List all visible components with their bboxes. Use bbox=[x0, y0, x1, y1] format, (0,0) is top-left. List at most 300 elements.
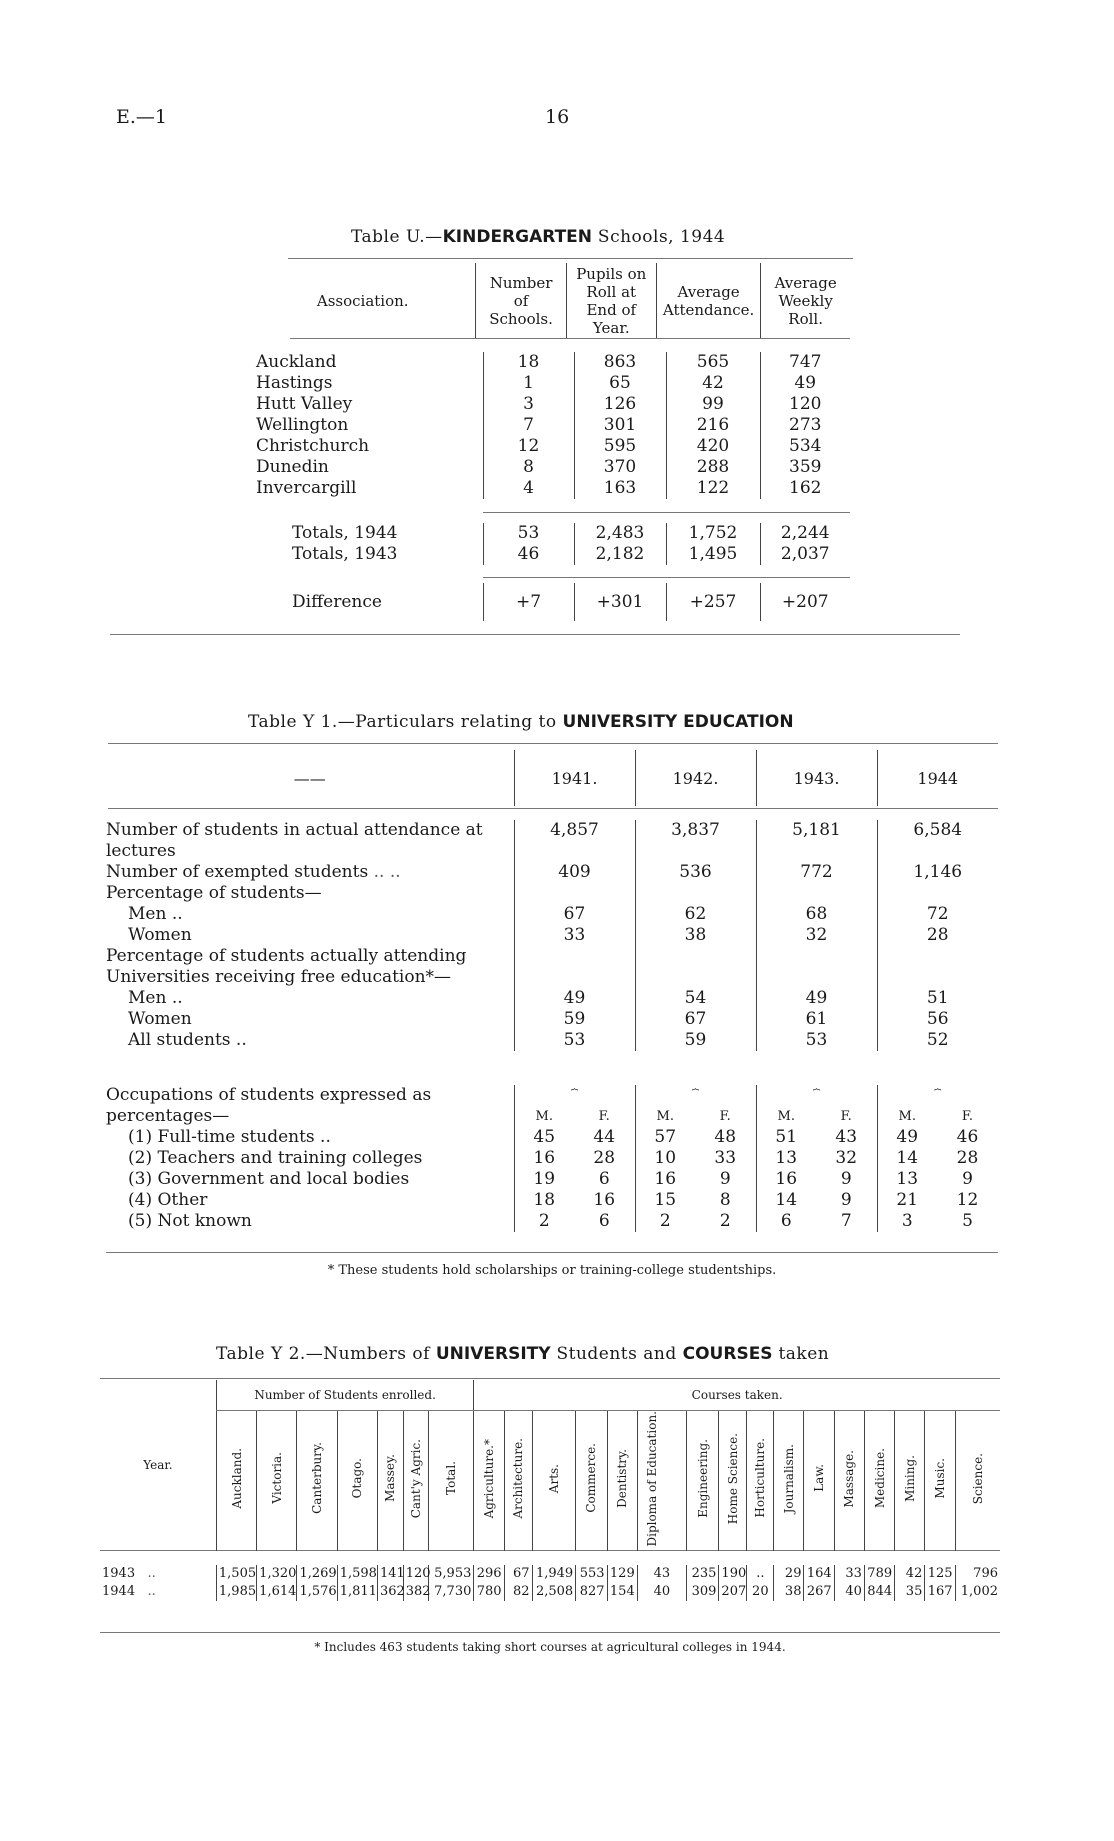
cell: 21 bbox=[877, 1190, 937, 1211]
leader-dots: .. bbox=[147, 1583, 156, 1599]
cell: 99 bbox=[666, 394, 760, 415]
col-label: Arts. bbox=[546, 1463, 561, 1493]
cell: 362 bbox=[378, 1583, 404, 1601]
col-label: Commerce. bbox=[584, 1443, 599, 1514]
cell: 8 bbox=[719, 1190, 731, 1210]
cell: 370 bbox=[574, 457, 666, 478]
cell: 2,483 bbox=[574, 523, 666, 544]
mf-header: F. bbox=[961, 1109, 974, 1124]
cell bbox=[877, 946, 998, 988]
table-row bbox=[250, 544, 850, 565]
cell: +7 bbox=[483, 583, 574, 621]
col-header-engineering bbox=[686, 1410, 718, 1551]
col-label: Dentistry. bbox=[615, 1448, 630, 1508]
cell: 68 bbox=[756, 904, 877, 925]
cell: 59 bbox=[514, 1009, 635, 1030]
row-label: Wellington bbox=[256, 415, 349, 435]
col-label: Science. bbox=[970, 1452, 985, 1504]
cell: 9 bbox=[719, 1169, 731, 1189]
cell: 772 bbox=[756, 862, 877, 883]
col-header-dentistry bbox=[607, 1410, 637, 1551]
row-label: Percentage of students actually attending Universities receiving free education*— bbox=[106, 946, 467, 987]
cell: 38 bbox=[635, 925, 756, 946]
cell: 72 bbox=[877, 904, 998, 925]
cell: 190 bbox=[719, 1565, 747, 1583]
table-row bbox=[106, 904, 998, 925]
mf-header: M. bbox=[756, 1106, 816, 1127]
row-label: Men .. bbox=[128, 988, 183, 1008]
col-header-commerce bbox=[576, 1410, 607, 1551]
col-label: Home Science. bbox=[725, 1432, 740, 1524]
cell: 3,837 bbox=[635, 820, 756, 862]
cell: 42 bbox=[895, 1565, 925, 1583]
cell: 2,508 bbox=[532, 1583, 576, 1601]
col-header-home-science bbox=[719, 1410, 747, 1551]
cell: 13 bbox=[756, 1148, 816, 1169]
table-row bbox=[106, 820, 998, 862]
cell: 16 bbox=[593, 1190, 616, 1210]
cell: 216 bbox=[666, 415, 760, 436]
cell: 125 bbox=[925, 1565, 955, 1583]
cell bbox=[635, 883, 756, 904]
table-row bbox=[106, 1030, 998, 1051]
col-label: Journalism. bbox=[781, 1443, 796, 1513]
group-header-courses: Courses taken. bbox=[474, 1380, 1000, 1410]
leader-dots: .. bbox=[147, 1565, 156, 1581]
row-label: Percentage of students— bbox=[106, 883, 322, 903]
table-row bbox=[106, 1169, 998, 1190]
col-header-association: Association. bbox=[316, 292, 409, 310]
cell: 13 bbox=[877, 1169, 937, 1190]
cell: 536 bbox=[635, 862, 756, 883]
col-header-science bbox=[955, 1410, 1000, 1551]
cell: 1,146 bbox=[877, 862, 998, 883]
table-y2 bbox=[100, 1380, 1000, 1601]
col-label: Mining. bbox=[902, 1454, 917, 1502]
cell: 6 bbox=[598, 1211, 610, 1231]
cell: 7,730 bbox=[429, 1583, 474, 1601]
cell: 796 bbox=[955, 1565, 1000, 1583]
cell: 382 bbox=[403, 1583, 429, 1601]
cell: 15 bbox=[635, 1190, 695, 1211]
cell bbox=[877, 883, 998, 904]
cell: 9 bbox=[840, 1169, 852, 1189]
cell: 863 bbox=[574, 352, 666, 373]
cell: 46 bbox=[483, 544, 574, 565]
cell: 18 bbox=[514, 1190, 574, 1211]
col-label: Massage. bbox=[842, 1449, 857, 1508]
table-row bbox=[250, 394, 850, 415]
col-header-diploma-education bbox=[637, 1410, 686, 1551]
cell: 553 bbox=[576, 1565, 607, 1583]
table-u-bottom-rule bbox=[110, 634, 960, 635]
table-u-header-row bbox=[250, 263, 850, 339]
row-label: Men .. bbox=[128, 904, 183, 924]
table-u-caption: Table U.—KINDERGARTEN Schools, 1944 bbox=[351, 227, 726, 247]
table-y2-footnote: * Includes 463 students taking short courses at agricultural colleges in 1944. bbox=[314, 1640, 786, 1654]
cell: 162 bbox=[760, 478, 850, 499]
cell: 7 bbox=[840, 1211, 852, 1231]
cell: 9 bbox=[840, 1190, 852, 1210]
cell: 120 bbox=[760, 394, 850, 415]
col-header-architecture bbox=[504, 1410, 532, 1551]
label-text: Number of exempted students bbox=[106, 862, 369, 882]
brace: ⏞ bbox=[756, 1085, 877, 1106]
row-label bbox=[100, 1583, 216, 1601]
cell: 129 bbox=[607, 1565, 637, 1583]
cell: 163 bbox=[574, 478, 666, 499]
row-label: Occupations of students expressed as percentages— bbox=[106, 1085, 432, 1126]
cell: 43 bbox=[835, 1127, 858, 1147]
mf-header: F. bbox=[598, 1109, 610, 1124]
table-y2-col-row bbox=[100, 1410, 1000, 1551]
cell: 359 bbox=[760, 457, 850, 478]
header-rule bbox=[100, 1551, 1000, 1565]
table-row bbox=[250, 583, 850, 621]
col-label: Victoria. bbox=[269, 1452, 284, 1505]
col-label: Medicine. bbox=[872, 1448, 887, 1509]
cell bbox=[635, 946, 756, 988]
row-label: Women bbox=[128, 925, 192, 945]
cell: 54 bbox=[635, 988, 756, 1009]
cell: 35 bbox=[895, 1583, 925, 1601]
cell: 273 bbox=[760, 415, 850, 436]
table-row bbox=[250, 415, 850, 436]
col-header-year: Year. bbox=[143, 1458, 173, 1472]
col-header-total bbox=[429, 1410, 474, 1551]
cell: 8 bbox=[483, 457, 574, 478]
cell: 65 bbox=[574, 373, 666, 394]
col-label: Auckland. bbox=[229, 1447, 244, 1509]
row-label: Hutt Valley bbox=[256, 394, 353, 414]
row-label: Difference bbox=[292, 592, 382, 612]
row-label: Totals, 1944 bbox=[292, 523, 398, 543]
leader-dots: .. .. bbox=[373, 862, 401, 882]
cell: 5,181 bbox=[756, 820, 877, 862]
cell: 5 bbox=[962, 1211, 973, 1231]
table-row bbox=[106, 1211, 998, 1232]
cell: 267 bbox=[804, 1583, 834, 1601]
cell: 33 bbox=[834, 1565, 864, 1583]
cell: 780 bbox=[474, 1583, 504, 1601]
col-label: Cant'y Agric. bbox=[409, 1438, 424, 1518]
table-row bbox=[250, 352, 850, 373]
cell: 207 bbox=[719, 1583, 747, 1601]
col-label: Otago. bbox=[350, 1458, 365, 1499]
cell: 49 bbox=[877, 1127, 937, 1148]
col-label: Engineering. bbox=[695, 1438, 710, 1518]
cell: 6 bbox=[598, 1169, 610, 1189]
col-header-otago bbox=[337, 1410, 377, 1551]
col-header-law bbox=[804, 1410, 834, 1551]
cell: 45 bbox=[514, 1127, 574, 1148]
cell: 1,495 bbox=[666, 544, 760, 565]
cell: 82 bbox=[504, 1583, 532, 1601]
col-header-pupils: Pupils on Roll at End of Year. bbox=[566, 263, 656, 339]
cell: 6,584 bbox=[877, 820, 998, 862]
table-row bbox=[106, 925, 998, 946]
cell: 49 bbox=[760, 373, 850, 394]
cell: 2,182 bbox=[574, 544, 666, 565]
cell: 7 bbox=[483, 415, 574, 436]
cell: +207 bbox=[760, 583, 850, 621]
cell: 1,949 bbox=[532, 1565, 576, 1583]
cell: 2 bbox=[514, 1211, 574, 1232]
col-header-attendance: Average Attendance. bbox=[656, 263, 760, 339]
cell: 67 bbox=[514, 904, 635, 925]
cell: 154 bbox=[607, 1583, 637, 1601]
cell: 19 bbox=[514, 1169, 574, 1190]
table-y2-top-rule bbox=[100, 1378, 1000, 1379]
cell: 2 bbox=[635, 1211, 695, 1232]
row-label: Women bbox=[128, 1009, 192, 1029]
col-header-mining bbox=[895, 1410, 925, 1551]
cell: 53 bbox=[483, 523, 574, 544]
year-text: 1943 bbox=[102, 1565, 136, 1581]
cell: 141 bbox=[378, 1565, 404, 1583]
cell: 46 bbox=[956, 1127, 979, 1147]
table-row bbox=[100, 1565, 1000, 1583]
cell: 18 bbox=[483, 352, 574, 373]
table-u bbox=[250, 263, 850, 339]
table-y1-header-rule bbox=[108, 808, 998, 809]
cell: 747 bbox=[760, 352, 850, 373]
cell: 1,985 bbox=[216, 1583, 256, 1601]
col-header-victoria bbox=[257, 1410, 297, 1551]
brace: ⏞ bbox=[877, 1085, 998, 1106]
table-u-body bbox=[250, 352, 850, 499]
cell: 67 bbox=[504, 1565, 532, 1583]
table-u-diff-rule bbox=[483, 577, 850, 578]
row-label: (5) Not known bbox=[128, 1211, 252, 1231]
cell: 844 bbox=[864, 1583, 894, 1601]
cell: 296 bbox=[474, 1565, 504, 1583]
row-label: All students .. bbox=[128, 1030, 247, 1050]
cell: 49 bbox=[514, 988, 635, 1009]
spacer-row bbox=[100, 1551, 1000, 1565]
row-label: Dunedin bbox=[256, 457, 329, 477]
col-label: Agriculture.* bbox=[481, 1438, 496, 1518]
cell: 595 bbox=[574, 436, 666, 457]
cell: 4 bbox=[483, 478, 574, 499]
table-y1-footnote: * These students hold scholarships or training-college studentships. bbox=[327, 1263, 777, 1278]
col-label: Massey. bbox=[383, 1454, 398, 1503]
cell: 1,002 bbox=[955, 1583, 1000, 1601]
col-header-medicine bbox=[864, 1410, 894, 1551]
col-header-canty-agric bbox=[403, 1410, 429, 1551]
cell: 235 bbox=[686, 1565, 718, 1583]
cell: 1,811 bbox=[337, 1583, 377, 1601]
table-u-difference bbox=[250, 583, 850, 621]
table-row bbox=[250, 373, 850, 394]
cell: 2 bbox=[719, 1211, 731, 1231]
col-header-1943: 1943. bbox=[756, 750, 877, 806]
col-header-1944: 1944 bbox=[877, 750, 998, 806]
table-y2-bottom-rule bbox=[100, 1632, 1000, 1633]
col-label: Total. bbox=[444, 1461, 459, 1496]
brace: ⏞ bbox=[514, 1085, 635, 1106]
cell: 44 bbox=[593, 1127, 616, 1147]
cell: 827 bbox=[576, 1583, 607, 1601]
cell: 1,505 bbox=[216, 1565, 256, 1583]
cell: 56 bbox=[877, 1009, 998, 1030]
table-y1-header bbox=[106, 750, 998, 806]
cell: 164 bbox=[804, 1565, 834, 1583]
cell: 4,857 bbox=[514, 820, 635, 862]
cell: +257 bbox=[666, 583, 760, 621]
cell: 1,576 bbox=[297, 1583, 337, 1601]
table-u-header-rule bbox=[290, 338, 850, 339]
cell: 309 bbox=[686, 1583, 718, 1601]
table-row bbox=[250, 436, 850, 457]
cell: 49 bbox=[756, 988, 877, 1009]
cell: 3 bbox=[877, 1211, 937, 1232]
cell: 53 bbox=[756, 1030, 877, 1051]
row-label: Totals, 1943 bbox=[292, 544, 398, 564]
page-number: 16 bbox=[545, 106, 570, 128]
cell: 38 bbox=[774, 1583, 804, 1601]
col-header-1942: 1942. bbox=[635, 750, 756, 806]
col-label: Music. bbox=[932, 1457, 947, 1499]
row-label: (1) Full-time students .. bbox=[128, 1127, 331, 1147]
cell: 120 bbox=[403, 1565, 429, 1583]
row-label: Hastings bbox=[256, 373, 333, 393]
year-text: 1944 bbox=[102, 1583, 136, 1599]
table-row bbox=[250, 478, 850, 499]
mf-header: F. bbox=[719, 1109, 731, 1124]
col-header-massey bbox=[378, 1410, 404, 1551]
group-header-enrolled: Number of Students enrolled. bbox=[216, 1380, 473, 1410]
row-label: (3) Government and local bodies bbox=[128, 1169, 410, 1189]
cell: 20 bbox=[747, 1583, 774, 1601]
table-row bbox=[250, 523, 850, 544]
row-label: Auckland bbox=[256, 352, 337, 372]
cell: +301 bbox=[574, 583, 666, 621]
table-row bbox=[106, 1190, 998, 1211]
cell: 1,614 bbox=[257, 1583, 297, 1601]
cell: 167 bbox=[925, 1583, 955, 1601]
row-label: (2) Teachers and training colleges bbox=[128, 1148, 423, 1168]
cell: 67 bbox=[635, 1009, 756, 1030]
cell: 1 bbox=[483, 373, 574, 394]
cell: 1,269 bbox=[297, 1565, 337, 1583]
row-label bbox=[106, 862, 514, 883]
row-label: Invercargill bbox=[256, 478, 357, 498]
cell bbox=[514, 883, 635, 904]
cell: 62 bbox=[635, 904, 756, 925]
cell: 61 bbox=[756, 1009, 877, 1030]
table-row bbox=[106, 946, 998, 988]
cell: 14 bbox=[877, 1148, 937, 1169]
table-u-top-rule bbox=[288, 258, 853, 259]
col-header-journalism bbox=[774, 1410, 804, 1551]
cell: 12 bbox=[483, 436, 574, 457]
cell: 32 bbox=[835, 1148, 858, 1168]
cell: 40 bbox=[637, 1583, 686, 1601]
table-row bbox=[106, 1148, 998, 1169]
stub-header: —— bbox=[293, 768, 326, 788]
cell: 59 bbox=[635, 1030, 756, 1051]
table-row bbox=[100, 1583, 1000, 1601]
cell: 53 bbox=[514, 1030, 635, 1051]
row-label: (4) Other bbox=[128, 1190, 208, 1210]
mf-header: M. bbox=[514, 1106, 574, 1127]
cell: 301 bbox=[574, 415, 666, 436]
mf-header: M. bbox=[635, 1106, 695, 1127]
row-label: Christchurch bbox=[256, 436, 370, 456]
table-row bbox=[106, 862, 998, 883]
cell: 14 bbox=[756, 1190, 816, 1211]
table-y2-group-row bbox=[100, 1380, 1000, 1410]
cell: 565 bbox=[666, 352, 760, 373]
table-row bbox=[106, 1085, 998, 1106]
table-y2-caption: Table Y 2.—Numbers of UNIVERSITY Students and COURSES taken bbox=[216, 1344, 830, 1364]
col-header-massage bbox=[834, 1410, 864, 1551]
col-header-canterbury bbox=[297, 1410, 337, 1551]
page-section: E.—1 bbox=[116, 106, 167, 128]
cell: 126 bbox=[574, 394, 666, 415]
cell: 420 bbox=[666, 436, 760, 457]
col-header-music bbox=[925, 1410, 955, 1551]
table-u-totals bbox=[250, 523, 850, 565]
cell: 28 bbox=[877, 925, 998, 946]
mf-header: F. bbox=[840, 1109, 852, 1124]
cell: 122 bbox=[666, 478, 760, 499]
col-label: Architecture. bbox=[511, 1437, 526, 1519]
col-header-agriculture bbox=[474, 1410, 504, 1551]
table-y1-bottom-rule bbox=[106, 1252, 998, 1253]
col-label: Diploma of Education. bbox=[644, 1410, 659, 1547]
cell: 42 bbox=[666, 373, 760, 394]
cell: 1,320 bbox=[257, 1565, 297, 1583]
cell: 28 bbox=[593, 1148, 616, 1168]
cell: .. bbox=[747, 1565, 774, 1583]
cell: 5,953 bbox=[429, 1565, 474, 1583]
cell: 51 bbox=[756, 1127, 816, 1148]
cell: 6 bbox=[756, 1211, 816, 1232]
table-u-totals-rule bbox=[483, 512, 850, 513]
cell: 1,752 bbox=[666, 523, 760, 544]
row-label bbox=[100, 1565, 216, 1583]
cell: 3 bbox=[483, 394, 574, 415]
cell bbox=[756, 946, 877, 988]
cell: 43 bbox=[637, 1565, 686, 1583]
table-y1-caption: Table Y 1.—Particulars relating to UNIVERSITY EDUCATION bbox=[248, 712, 794, 732]
mf-header: M. bbox=[877, 1106, 937, 1127]
col-header-1941: 1941. bbox=[514, 750, 635, 806]
col-header-weekly-roll: Average Weekly Roll. bbox=[761, 263, 850, 339]
col-header-schools: Number of Schools. bbox=[476, 263, 566, 339]
cell: 48 bbox=[714, 1127, 737, 1147]
cell: 40 bbox=[834, 1583, 864, 1601]
cell: 29 bbox=[774, 1565, 804, 1583]
cell: 534 bbox=[760, 436, 850, 457]
col-header-arts bbox=[532, 1410, 576, 1551]
cell: 16 bbox=[514, 1148, 574, 1169]
table-row bbox=[250, 457, 850, 478]
cell: 2,244 bbox=[760, 523, 850, 544]
cell: 33 bbox=[714, 1148, 737, 1168]
cell: 409 bbox=[514, 862, 635, 883]
cell: 10 bbox=[635, 1148, 695, 1169]
cell: 789 bbox=[864, 1565, 894, 1583]
col-header-auckland bbox=[216, 1410, 256, 1551]
cell bbox=[756, 883, 877, 904]
cell: 52 bbox=[877, 1030, 998, 1051]
table-y1-header-row bbox=[106, 750, 998, 806]
cell: 51 bbox=[877, 988, 998, 1009]
cell: 57 bbox=[635, 1127, 695, 1148]
